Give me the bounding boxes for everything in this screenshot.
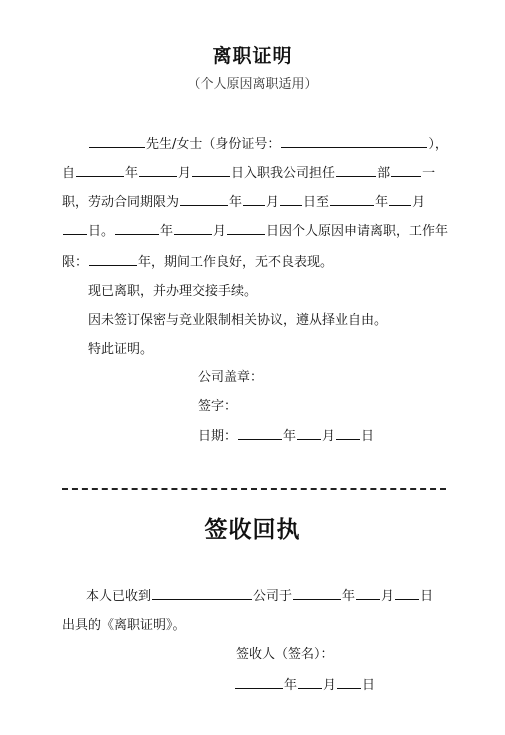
receipt-signer-label: 签收人（签名）： xyxy=(236,647,334,662)
para1-text: 年 xyxy=(160,224,174,239)
receipt-month-blank[interactable] xyxy=(356,586,380,600)
document-title: 离职证明 xyxy=(212,45,293,67)
receipt-company-blank[interactable] xyxy=(152,586,252,600)
receipt-line2: 出具的《离职证明》。 xyxy=(62,618,186,633)
date-text: 月 xyxy=(322,429,336,444)
para1-text: 日入职我公司担任 xyxy=(231,166,336,181)
entry-day-blank[interactable] xyxy=(192,163,230,177)
department-blank[interactable] xyxy=(336,163,376,177)
cert-date-month-blank[interactable] xyxy=(297,426,321,440)
para1-line4 xyxy=(62,221,462,242)
receipt-sign-year-blank[interactable] xyxy=(235,675,283,689)
para1-text: 限： xyxy=(62,255,89,270)
para1-text: 年 xyxy=(229,195,243,210)
name-blank[interactable] xyxy=(89,134,145,148)
position-blank[interactable] xyxy=(391,163,421,177)
resign-month-blank[interactable] xyxy=(174,221,212,235)
receipt-text: 月 xyxy=(381,589,395,604)
para1-text: 日至 xyxy=(303,195,330,210)
para1-text: 日。 xyxy=(88,224,115,239)
receipt-sign-day-blank[interactable] xyxy=(337,675,361,689)
contract-end-month-blank[interactable] xyxy=(389,192,411,206)
para1-line3 xyxy=(62,192,462,213)
id-number-blank[interactable] xyxy=(281,134,427,148)
receipt-text: 本人已收到 xyxy=(86,589,152,604)
contract-start-day-blank[interactable] xyxy=(280,192,302,206)
cert-date-year-blank[interactable] xyxy=(238,426,282,440)
contract-end-day-blank[interactable] xyxy=(63,221,87,235)
para1-text: ）， xyxy=(428,137,448,152)
para1-text: 先生/女士（身份证号： xyxy=(146,137,281,152)
date-text: 日 xyxy=(361,429,375,444)
para1-text: 年 xyxy=(125,166,139,181)
signature-label: 签字： xyxy=(198,399,238,414)
para1-text: 日因个人原因申请离职，工作年 xyxy=(266,224,449,239)
contract-start-year-blank[interactable] xyxy=(180,192,228,206)
certificate-date-line xyxy=(198,426,374,447)
company-seal-label: 公司盖章： xyxy=(198,370,264,385)
resign-year-blank[interactable] xyxy=(115,221,159,235)
cut-line-divider xyxy=(62,488,446,490)
receipt-title: 签收回执 xyxy=(204,517,301,543)
receipt-text: 日 xyxy=(362,678,376,693)
entry-year-blank[interactable] xyxy=(76,163,124,177)
para1-text: 年 xyxy=(375,195,389,210)
work-years-blank[interactable] xyxy=(89,252,137,266)
para4: 特此证明。 xyxy=(88,342,154,357)
receipt-text: 日 xyxy=(420,589,434,604)
para1-line2 xyxy=(62,163,462,184)
para1-text: 年，期间工作良好，无不良表现。 xyxy=(138,255,334,270)
para1-line1 xyxy=(88,134,488,155)
resign-day-blank[interactable] xyxy=(227,221,265,235)
para1-text: 月 xyxy=(213,224,227,239)
receipt-text: 月 xyxy=(323,678,337,693)
receipt-date-line xyxy=(234,675,375,696)
receipt-text: 年 xyxy=(342,589,356,604)
receipt-year-blank[interactable] xyxy=(293,586,341,600)
para1-text: 月 xyxy=(266,195,280,210)
para2: 现已离职，并办理交接手续。 xyxy=(88,284,258,299)
para3: 因未签订保密与竞业限制相关协议，遵从择业自由。 xyxy=(88,313,388,328)
para1-text: 职，劳动合同期限为 xyxy=(62,195,180,210)
receipt-day-blank[interactable] xyxy=(395,586,419,600)
date-text: 年 xyxy=(283,429,297,444)
para1-line5 xyxy=(62,252,462,273)
receipt-line1 xyxy=(86,586,433,607)
contract-end-year-blank[interactable] xyxy=(330,192,374,206)
para1-text: 部 xyxy=(377,166,391,181)
entry-month-blank[interactable] xyxy=(139,163,177,177)
contract-start-month-blank[interactable] xyxy=(243,192,265,206)
receipt-text: 公司于 xyxy=(253,589,293,604)
cert-date-day-blank[interactable] xyxy=(336,426,360,440)
receipt-sign-month-blank[interactable] xyxy=(298,675,322,689)
date-label: 日期： xyxy=(198,429,238,444)
para1-text: 一 xyxy=(422,166,436,181)
para1-text: 月 xyxy=(178,166,192,181)
document-subtitle: （个人原因离职适用） xyxy=(187,77,318,92)
para1-text: 月 xyxy=(412,195,426,210)
receipt-text: 年 xyxy=(284,678,298,693)
para1-text: 自 xyxy=(62,166,76,181)
